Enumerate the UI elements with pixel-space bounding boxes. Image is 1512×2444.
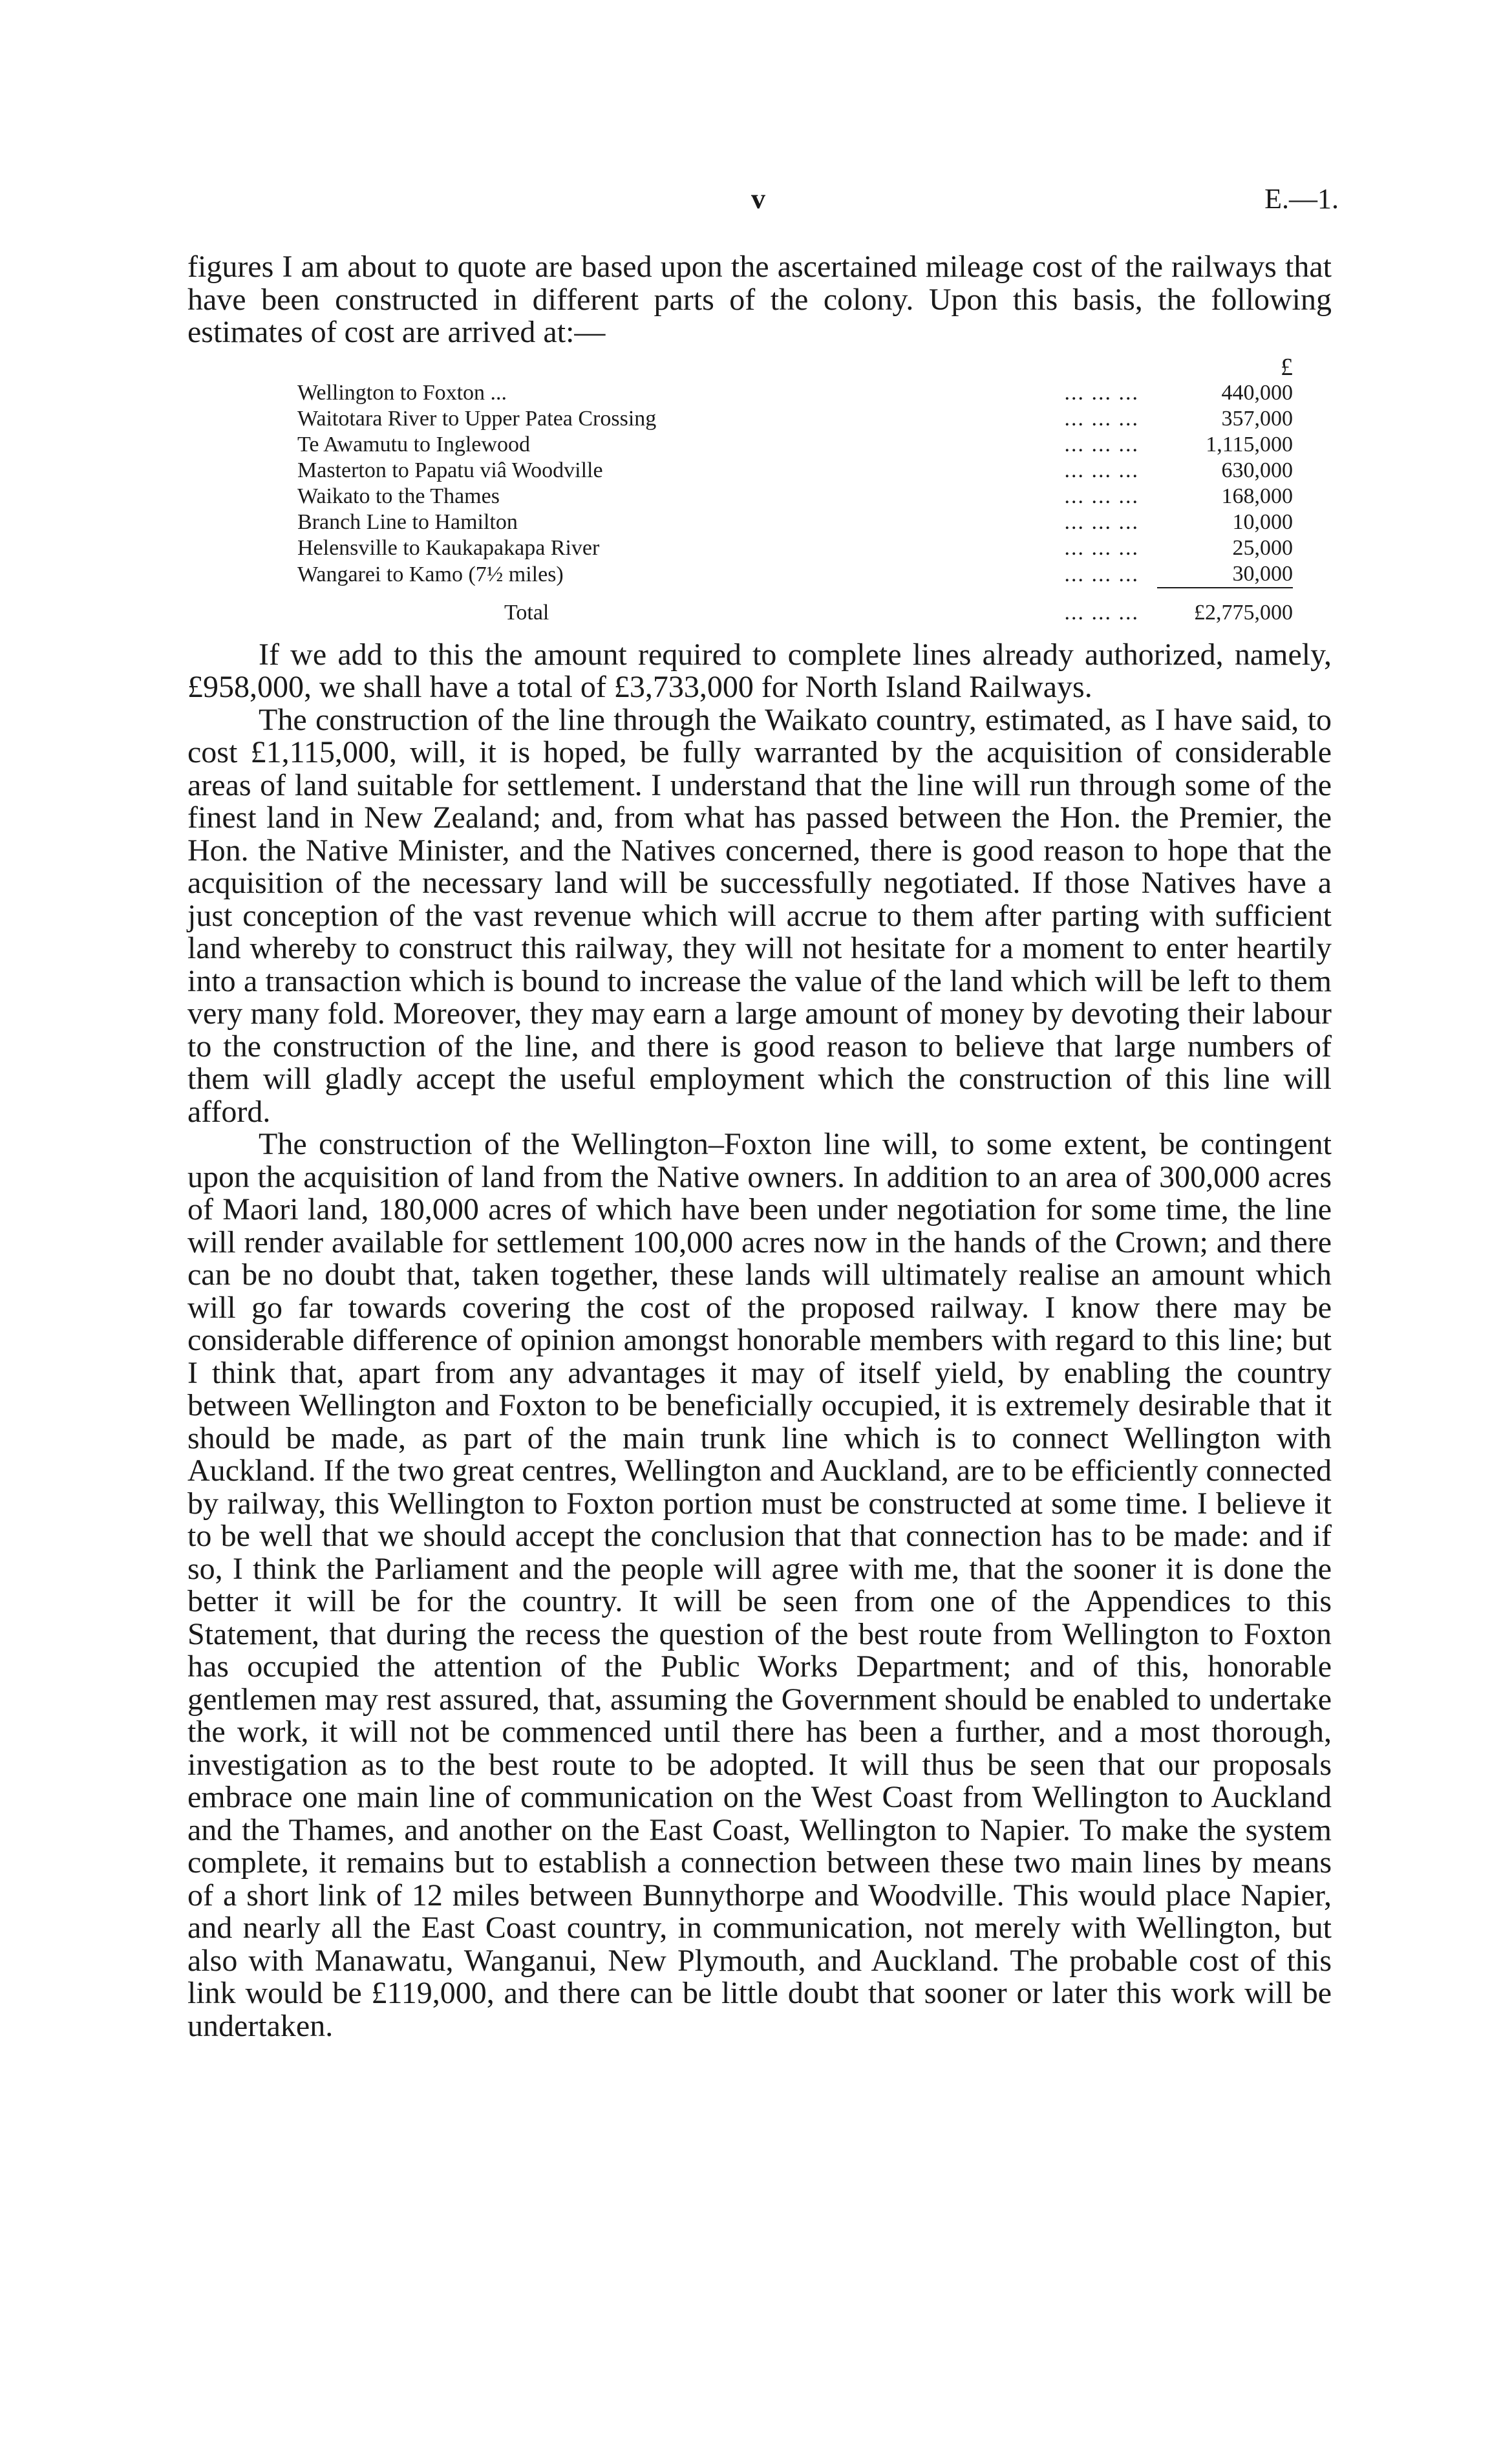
route-name: Waitotara River to Upper Patea Crossing (297, 406, 657, 431)
intro-paragraph: figures I am about to quote are based upon the ascertained mileage cost of the railways that have been constructed in different parts of the colony. Upon this basis, the following estimates of cost are arrived at:— (187, 250, 1332, 349)
total-amount: £2,775,000 (1157, 588, 1293, 626)
route-amount: 357,000 (1221, 406, 1293, 431)
route-name: Wangarei to Kamo (7½ miles) (297, 562, 564, 586)
paragraph-railways-total: If we add to this the amount required to complete lines already authorized, namely, £958,000, we shall have a total of £3,733,000 for North Island Railways. (187, 637, 1332, 704)
paragraph-wellington-foxton-line: The construction of the Wellington–Foxton line will, to some extent, be contingent upon the acquisition of land from the Native owners. In addition to an area of 300,000 acres of Maori land, 180,000 acres of which have been under negotiation for some time, the line will render available for settlement 100,000 acres now in the hands of the Crown; and there can be no doubt that, taken together, these lands will ultimately realise an amount which will go far towards covering the cost of the proposed railway. I know there may be considerable difference of opinion amongst honorable members with regard to this line; but I think that, apart from any advantages it may of itself yield, by enabling the country between Wellington and Foxton to be beneficially occupied, it is extremely desirable that it should be made, as part of the main trunk line which is to connect Wellington with Auckland. If the two great centres, Wellington and Auckland, are to be efficiently connected by railway, this Wellington to Foxton portion must be constructed at some time. I believe it to be well that we should accept the conclusion that that connection has to be made: and if so, I think the Parliament and the people will agree with me, that the sooner it is done the better it will be for the country. It will be seen from one of the Appendices to this Statement, that during the recess the question of the best route from Wellington to Foxton has occupied the attention of the Public Works Department; and of this, honorable gentlemen may rest assured, that, assuming the Government should be enabled to undertake the work, it will not be commenced until there has been a further, and a most thorough, investigation as to the best route to be adopted. It will thus be seen that our proposals embrace one main line of communication on the West Coast from Wellington to Auckland and the Thames, and another on the East Coast, Wellington to Napier. To make the system complete, it remains but to establish a connection between these two main lines by means of a short link of 12 miles between Bunnythorpe and Woodville. This would place Napier, and nearly all the East Coast country, in communication, not merely with Wellington, but also with Manawatu, Wanganui, New Plymouth, and Auckland. The probable cost of this link would be £119,000, and there can be little doubt that sooner or later this work will be undertaken. (187, 1127, 1332, 2043)
table-row (297, 484, 1293, 509)
table-row (297, 561, 1293, 588)
leader-dots: ... ... ... (1064, 380, 1139, 405)
route-name: Te Awamutu to Inglewood (297, 432, 530, 456)
leader-dots: ... ... ... (1064, 484, 1139, 508)
leader-dots: ... ... ... (1064, 562, 1139, 586)
leader-dots: ... ... ... (1064, 535, 1139, 560)
leader-dots: ... ... ... (1064, 432, 1139, 456)
table-row (297, 458, 1293, 484)
route-amount: 25,000 (1232, 535, 1293, 560)
table-header-row (297, 354, 1293, 380)
route-name: Branch Line to Hamilton (297, 509, 518, 534)
currency-header: £ (1281, 353, 1293, 381)
table-row (297, 535, 1293, 561)
route-amount: 168,000 (1221, 484, 1293, 508)
route-name: Masterton to Papatu viâ Woodville (297, 458, 603, 482)
route-name: Helensville to Kaukapakapa River (297, 535, 600, 560)
route-amount: 30,000 (1232, 561, 1293, 586)
table-row (297, 432, 1293, 458)
leader-dots: ... ... ... (1064, 406, 1139, 431)
railway-cost-table (297, 354, 1293, 626)
table-row (297, 509, 1293, 535)
route-amount: 1,115,000 (1206, 432, 1293, 456)
table-total-row (297, 588, 1293, 626)
table-row (297, 380, 1293, 406)
route-amount: 10,000 (1232, 509, 1293, 534)
document-body (187, 251, 1332, 2042)
leader-dots: ... ... ... (1064, 509, 1139, 534)
route-amount: 630,000 (1221, 458, 1293, 482)
paragraph-waikato-line: The construction of the line through the Waikato country, estimated, as I have said, to cost £1,115,000, will, it is hoped, be fully warranted by the acquisition of considerable areas of land suitable for settlement. I understand that the line will run through some of the finest land in New Zealand; and, from what has passed between the Hon. the Premier, the Hon. the Native Minister, and the Natives concerned, there is good reason to hope that the acquisition of the necessary land will be successfully negotiated. If those Natives have a just conception of the vast revenue which will accrue to them after parting with sufficient land whereby to construct this railway, they will not hesitate for a moment to enter heartily into a transaction which is bound to increase the value of the land which will be left to them very many fold. Moreover, they may earn a large amount of money by devoting their labour to the construction of the line, and there is good reason to believe that large numbers of them will gladly accept the useful employment which the construction of this line will afford. (187, 702, 1332, 1129)
leader-dots: ... ... ... (1064, 600, 1139, 625)
route-name: Waikato to the Thames (297, 484, 500, 508)
page-folio: v (751, 183, 765, 215)
route-name: Wellington to Foxton ... (297, 380, 507, 405)
document-reference: E.—1. (1264, 183, 1339, 215)
total-label: Total (504, 600, 549, 625)
leader-dots: ... ... ... (1064, 458, 1139, 482)
table-row (297, 406, 1293, 432)
route-amount: 440,000 (1221, 380, 1293, 405)
